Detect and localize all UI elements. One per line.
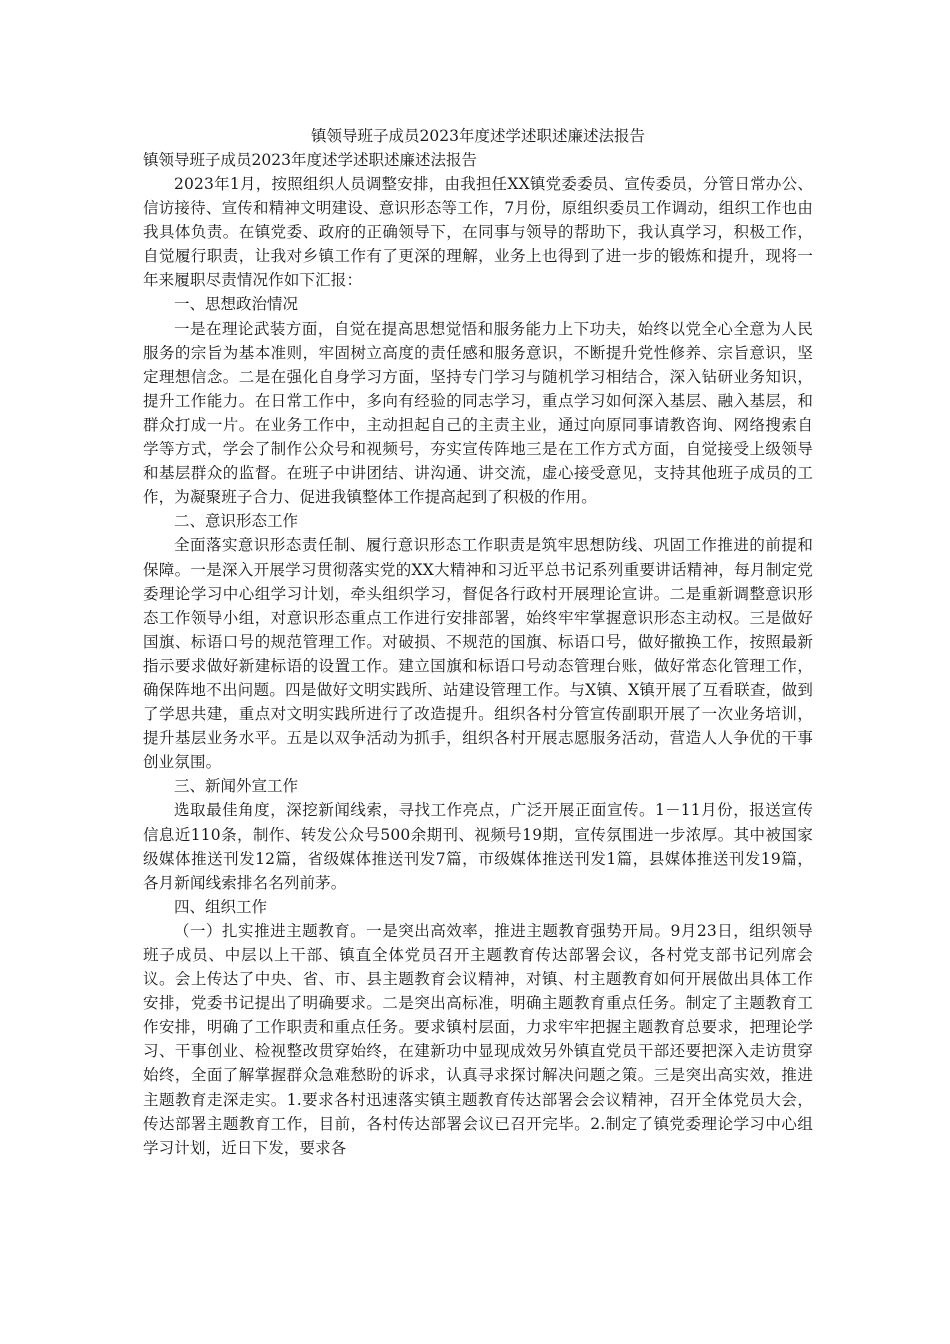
section-heading-news: 三、新闻外宣工作 bbox=[174, 777, 299, 796]
document-page bbox=[143, 124, 813, 1160]
document-title: 镇领导班子成员2023年度述学述职述廉述法报告 bbox=[311, 127, 645, 145]
section-heading-political: 一、思想政治情况 bbox=[174, 295, 299, 314]
section-body-political: 一是在理论武装方面，自觉在提高思想觉悟和服务能力上下功夫，始终以党全心全意为人民服务的宗旨为基本准则，牢固树立高度的责任感和服务意识，不断提升党性修养、宗旨意识，坚定理想信念。二是在强化自身学习方面，坚持专门学习与随机学习相结合，深入钻研业务知识，提升工作能力。在日常工作中，多向有经验的同志学习，重点学习如何深入基层、融入基层，和群众打成一片。在业务工作中，主动担起自己的主责主业，通过向原同事请教咨询、网络搜索自学等方式，学会了制作公众号和视频号，夯实宣传阵地三是在工作方式方面，自觉接受上级领导和基层群众的监督。在班子中讲团结、讲沟通、讲交流，虚心接受意见，支持其他班子成员的工作，为凝聚班子合力、促进我镇整体工作提高起到了积极的作用。 bbox=[143, 319, 813, 507]
section-heading-ideology: 二、意识形态工作 bbox=[174, 512, 299, 531]
section-body-ideology: 全面落实意识形态责任制、履行意识形态工作职责是筑牢思想防线、巩固工作推进的前提和保障。一是深入开展学习贯彻落实党的XX大精神和习近平总书记系列重要讲话精神，每月制定党委理论学习中心组学习计划，牵头组织学习，督促各行政村开展理论宣讲。二是重新调整意识形态工作领导小组，对意识形态重点工作进行安排部署，始终牢牢掌握意识形态主动权。三是做好国旗、标语口号的规范管理工作。对破损、不规范的国旗、标语口号，做好撤换工作，按照最新指示要求做好新建标语的设置工作。建立国旗和标语口号动态管理台账，做好常态化管理工作，确保阵地不出问题。四是做好文明实践所、站建设管理工作。与X镇、X镇开展了互看联查，做到了学思共建，重点对文明实践所进行了改造提升。组织各村分管宣传副职开展了一次业务培训，提升基层业务水平。五是以双争活动为抓手，组织各村开展志愿服务活动，营造人人争优的干事创业氛围。 bbox=[143, 536, 813, 772]
document-subtitle: 镇领导班子成员2023年度述学述职述廉述法报告 bbox=[143, 151, 477, 169]
section-heading-organization: 四、组织工作 bbox=[174, 897, 268, 916]
section-body-organization: （一）扎实推进主题教育。一是突出高效率，推进主题教育强势开局。9月23日，组织领导班子成员、中层以上干部、镇直全体党员召开主题教育传达部署会议，各村党支部书记列席会议。会上传达了中央、省、市、县主题教育会议精神，对镇、村主题教育如何开展做出具体工作安排，党委书记提出了明确要求。二是突出高标准，明确主题教育重点任务。制定了主题教育工作安排，明确了工作职责和重点任务。要求镇村层面，力求牢牢把握主题教育总要求，把理论学习、干事创业、检视整改贯穿始终，在建新功中显现成效另外镇直党员干部还要把深入走访贯穿始终，全面了解掌握群众急难愁盼的诉求，认真寻求探讨解决问题之策。三是突出高实效，推进主题教育走深走实。1.要求各村迅速落实镇主题教育传达部署会会议精神，召开全体党员大会，传达部署主题教育工作，目前，各村传达部署会议已召开完毕。2.制定了镇党委理论学习中心组学习计划，近日下发，要求各 bbox=[143, 921, 813, 1157]
intro-paragraph: 2023年1月，按照组织人员调整安排，由我担任XX镇党委委员、宣传委员，分管日常办公、信访接待、宣传和精神文明建设、意识形态等工作，7月份，原组织委员工作调动，组织工作也由我具体负责。在镇党委、政府的正确领导下，在同事与领导的帮助下，我认真学习，积极工作，自觉履行职责，让我对乡镇工作有了更深的理解，业务上也得到了进一步的锻炼和提升，现将一年来履职尽责情况作如下汇报： bbox=[143, 175, 813, 290]
section-body-news: 选取最佳角度，深挖新闻线索，寻找工作亮点，广泛开展正面宣传。1－11月份，报送宣传信息近110条，制作、转发公众号500余期刊、视频号19期，宣传氛围进一步浓厚。其中被国家级媒体推送刊发12篇，省级媒体推送刊发7篇，市级媒体推送刊发1篇，县媒体推送刊发19篇，各月新闻线索排名名列前茅。 bbox=[143, 801, 813, 892]
